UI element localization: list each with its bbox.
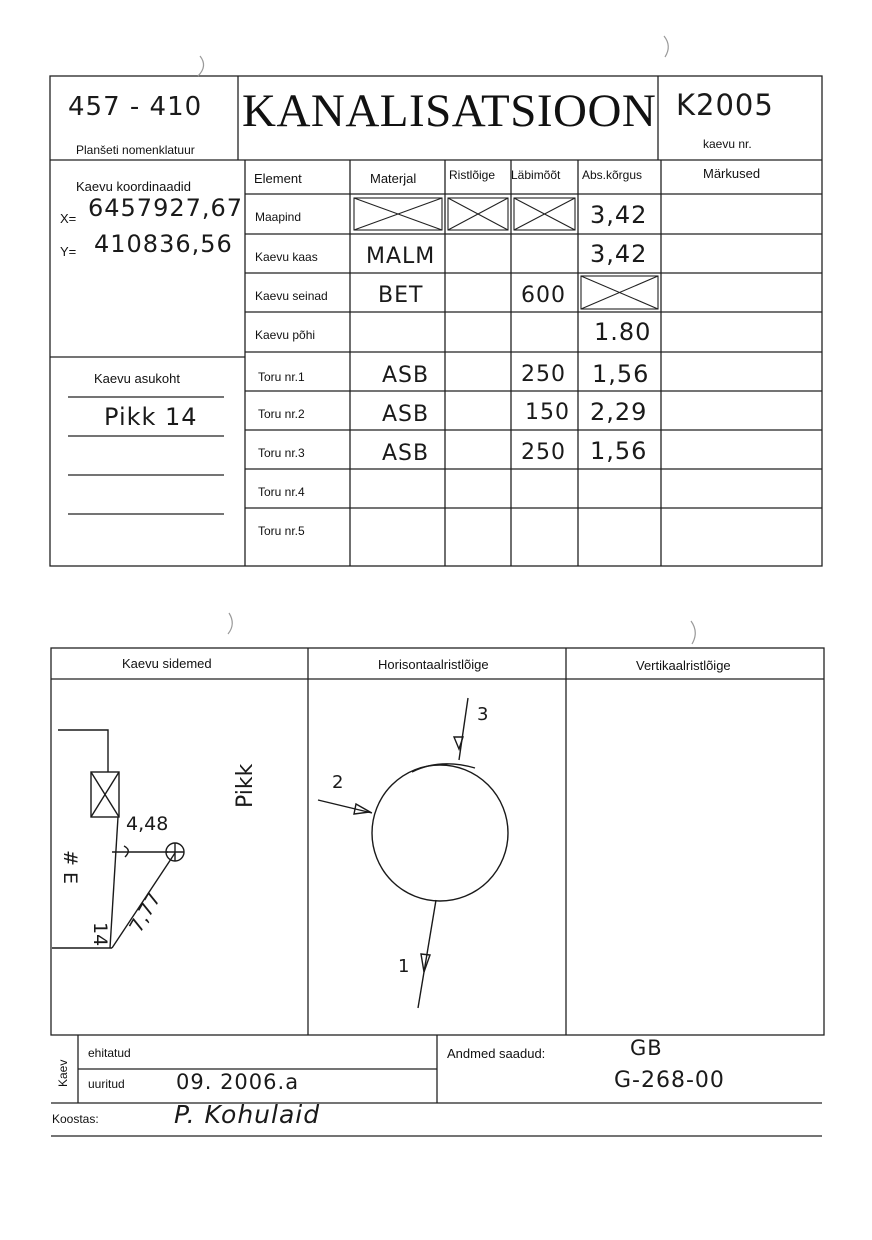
kaev-label: Kaev (56, 1059, 70, 1087)
diameter-cell: 600 (521, 283, 566, 308)
ties-sketch (52, 730, 184, 948)
row-label: Toru nr.3 (258, 446, 305, 460)
row-label: Kaevu põhi (255, 328, 316, 342)
location-line: Pikk 14 (104, 403, 198, 431)
pipe-number-label: 1 (398, 956, 410, 977)
row-label: Kaevu seinad (255, 289, 328, 303)
column-header: Materjal (370, 171, 417, 186)
column-header: Element (254, 171, 302, 186)
author-label: Koostas: (52, 1112, 99, 1126)
well-id: K2005 (676, 88, 774, 122)
column-header: Läbimõõt (511, 168, 561, 182)
panel-label: Kaevu sidemed (122, 656, 212, 671)
manhole-circle (372, 765, 508, 901)
material-cell: ASB (382, 402, 430, 427)
row-label: Toru nr.4 (258, 485, 305, 499)
row-label: Toru nr.2 (258, 407, 305, 421)
row-label: Toru nr.5 (258, 524, 305, 538)
elevation-cell: 1,56 (590, 437, 648, 465)
diameter-cell: 250 (521, 362, 566, 387)
street-name: Pikk (233, 763, 258, 808)
y-prefix: Y= (60, 244, 77, 259)
x-prefix: X= (60, 211, 77, 226)
tie-distance-1: 4,48 (126, 813, 169, 835)
data-source-value: G-268-00 (614, 1068, 725, 1093)
data-source-label: Andmed saadud: (447, 1046, 546, 1061)
row-label: Maapind (255, 210, 302, 224)
pipe-number-label: 3 (477, 704, 489, 725)
elevation-cell: 1.80 (594, 318, 652, 346)
y-coordinate: 410836,56 (94, 230, 233, 258)
material-cell: MALM (366, 244, 436, 269)
elevation-cell: 3,42 (590, 201, 648, 229)
diameter-cell: 250 (521, 440, 566, 465)
building-number: 14 (89, 922, 111, 947)
pipe-2-line (318, 800, 372, 813)
elevation-cell: 3,42 (590, 240, 648, 268)
column-header: Abs.kõrgus (582, 168, 643, 182)
plan-number: 457 - 410 (68, 92, 203, 122)
panel-label: Horisontaalristlõige (378, 657, 489, 672)
material-cell: ASB (382, 363, 430, 388)
building-number: # E (59, 850, 81, 884)
coordinates-label: Kaevu koordinaadid (76, 179, 191, 194)
elevation-cell: 1,56 (592, 360, 650, 388)
pipe-number-label: 2 (332, 772, 344, 793)
panel-label: Vertikaalristlõige (636, 658, 731, 673)
built-label: ehitatud (88, 1046, 131, 1060)
column-header: Ristlõige (449, 168, 496, 182)
tie-distance-2: 7,77 (125, 888, 166, 937)
surveyed-value: 09. 2006.a (176, 1070, 300, 1094)
surveyed-label: uuritud (88, 1077, 125, 1091)
diameter-cell: 150 (525, 400, 570, 425)
material-cell: BET (378, 283, 424, 308)
location-label: Kaevu asukoht (94, 371, 181, 386)
well-id-label: kaevu nr. (703, 137, 752, 151)
material-cell: ASB (382, 441, 430, 466)
plan-label: Planšeti nomenklatuur (76, 143, 195, 157)
author-value: P. Kohulaid (174, 1100, 321, 1129)
x-coordinate: 6457927,67 (88, 194, 244, 222)
pipe-3-line (459, 698, 468, 760)
horizontal-section (318, 698, 508, 1008)
elevation-cell: 2,29 (590, 398, 648, 426)
data-source-value: GB (630, 1036, 663, 1060)
row-label: Toru nr.1 (258, 370, 305, 384)
row-label: Kaevu kaas (255, 250, 318, 264)
column-header: Märkused (703, 166, 761, 181)
page-title: KANALISATSIOON (242, 85, 657, 137)
